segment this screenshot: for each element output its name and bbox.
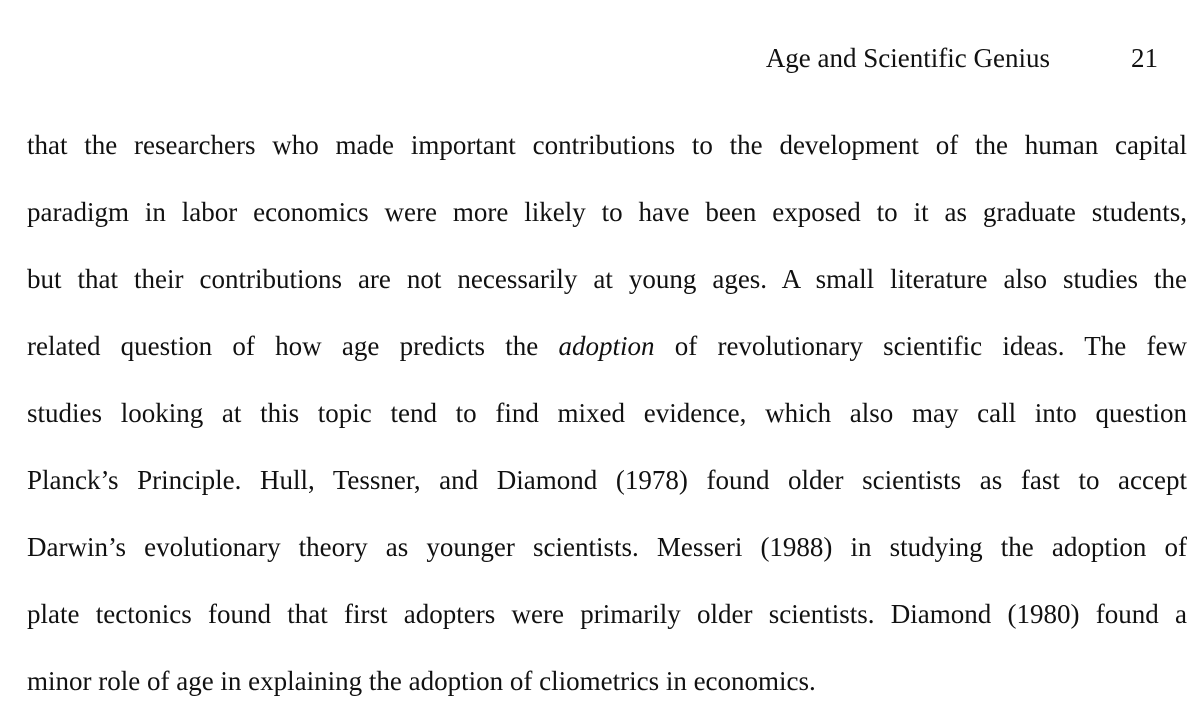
- text-line: [27, 581, 1187, 648]
- body-paragraph: [27, 112, 1187, 715]
- text-run: Darwin’s evolutionary theory as younger scientists. Messeri (1988) in studying the adoption of: [27, 532, 1187, 562]
- text-run: Planck’s Principle. Hull, Tessner, and Diamond (1978) found older scientists as fast to accept: [27, 465, 1187, 495]
- text-run: that the researchers who made important contributions to the development of the human capital: [27, 130, 1187, 160]
- text-run: related question of how age predicts the: [27, 331, 559, 361]
- page-header: [0, 38, 1200, 78]
- text-line: [27, 380, 1187, 447]
- text-run: but that their contributions are not necessarily at young ages. A small literature also studies the: [27, 264, 1187, 294]
- text-line: [27, 112, 1187, 179]
- italic-term: adoption: [558, 331, 655, 361]
- running-title: Age and Scientific Genius: [765, 43, 1050, 73]
- page-number: 21: [1131, 43, 1158, 73]
- text-run: plate tectonics found that first adopters were primarily older scientists. Diamond (1980) found a: [27, 599, 1187, 629]
- text-line: [27, 179, 1187, 246]
- text-run: minor role of age in explaining the adoption of cliometrics in economics.: [27, 666, 816, 696]
- text-line: [27, 447, 1187, 514]
- text-line: [27, 514, 1187, 581]
- text-run: paradigm in labor economics were more likely to have been exposed to it as graduate students,: [27, 197, 1187, 227]
- text-line: [27, 648, 1187, 715]
- text-run: of revolutionary scientific ideas. The few: [654, 331, 1187, 361]
- text-line: [27, 313, 1187, 380]
- text-run: studies looking at this topic tend to find mixed evidence, which also may call into question: [27, 398, 1187, 428]
- text-line: [27, 246, 1187, 313]
